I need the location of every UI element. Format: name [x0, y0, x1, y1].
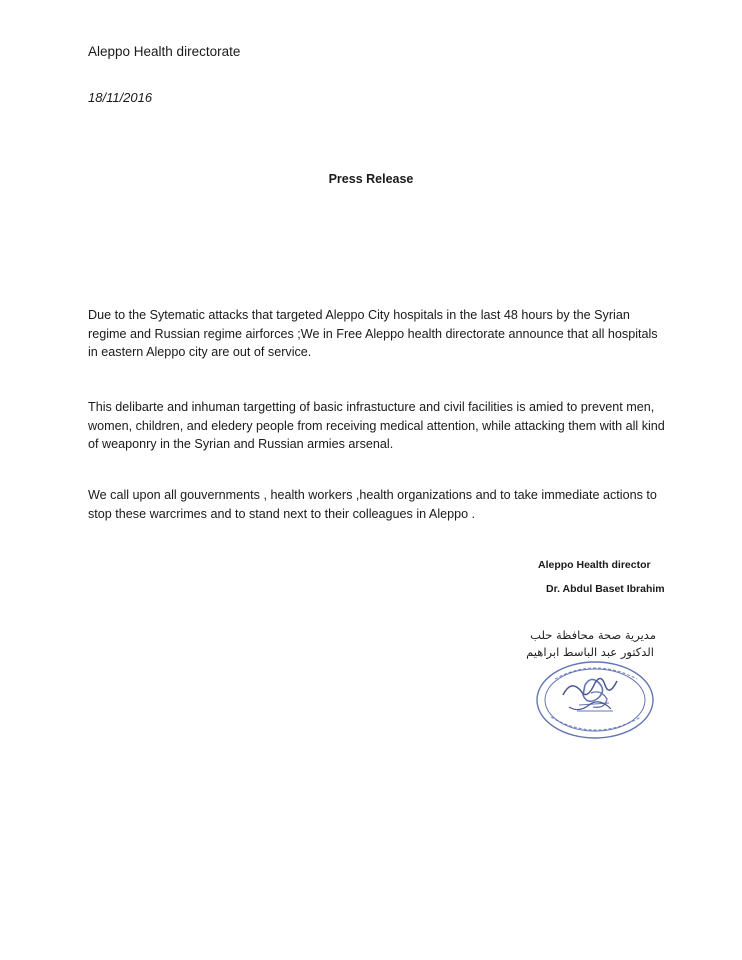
signatory-name: Dr. Abdul Baset Ibrahim: [546, 583, 665, 595]
paragraph-1: Due to the Sytematic attacks that targeted Aleppo City hospitals in the last 48 hours by the Syrian regime and Russian regime airforces ;We in Free Aleppo health directorate announce that all hospitals in eastern Aleppo city are out of service.: [88, 308, 658, 359]
stamp-emblem: [583, 679, 603, 701]
document-date: 18/11/2016: [88, 90, 153, 105]
official-stamp: [533, 655, 663, 745]
paragraph-2: This delibarte and inhuman targetting of basic infrastucture and civil facilities is amied to prevent men, women, children, and eledery people from receiving medical attention, while attacking them with all kind of weaponry in the Syrian and Russian armies arsenal.: [88, 400, 665, 451]
handwritten-signature: [563, 678, 617, 695]
arabic-directorate-line: مديرية صحة محافظة حلب: [530, 628, 656, 642]
organization-name: Aleppo Health directorate: [88, 44, 241, 59]
signatory-role: Aleppo Health director: [538, 559, 651, 571]
paragraph-3: We call upon all gouvernments , health workers ,health organizations and to take immediate actions to stop these warcrimes and to stand next to their colleagues in Aleppo .: [88, 488, 657, 521]
arabic-doctor-line: الدكتور عبد الباسط ابراهيم: [526, 645, 654, 659]
document-title: Press Release: [328, 172, 414, 186]
